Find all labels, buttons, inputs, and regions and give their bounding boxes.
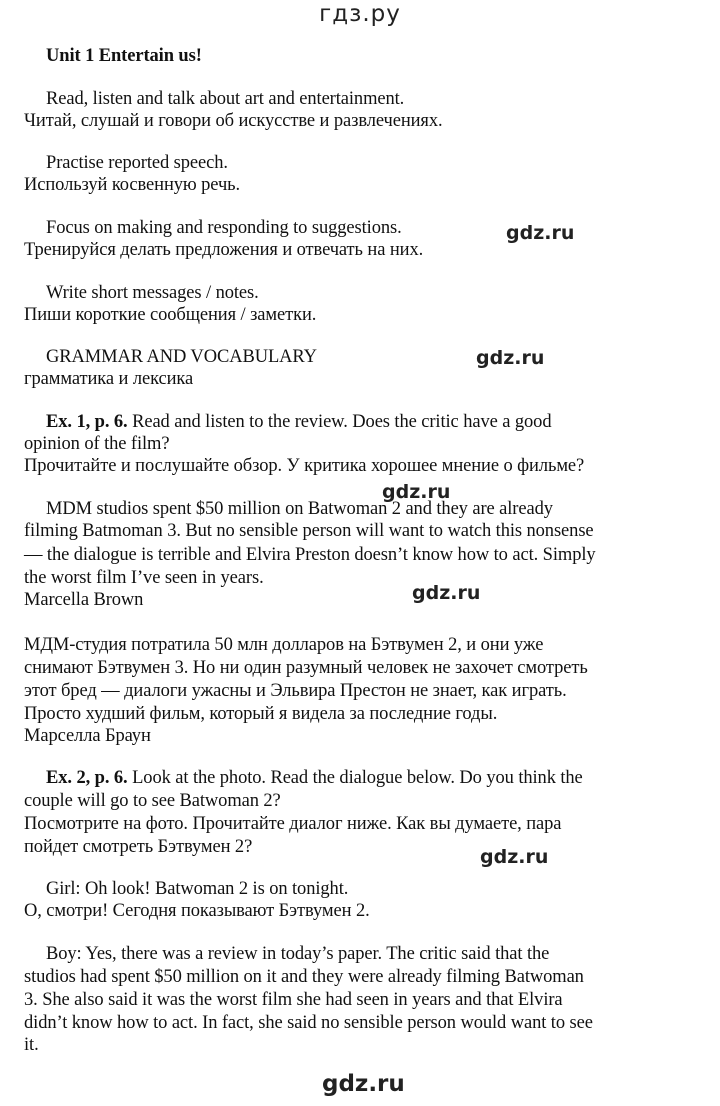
site-header: гдз.ру <box>319 1 401 27</box>
boy-line-en: Boy: Yes, there was a review in today’s paper. The critic said that the <box>46 944 550 964</box>
watermark: gdz.ru <box>506 222 575 244</box>
ex2-task-text: Look at the photo. Read the dialogue below. Do you think the <box>127 768 583 788</box>
ex2-task-ru-cont: пойдет смотреть Бэтвумен 2? <box>24 837 253 857</box>
ex2-task-ru: Посмотрите на фото. Прочитайте диалог ниже. Как вы думаете, пара <box>24 814 562 834</box>
ex1-task-ru: Прочитайте и послушайте обзор. У критика хорошее мнение о фильме? <box>24 456 585 476</box>
review-ru-line: Просто худший фильм, который я видела за последние годы. <box>24 704 498 724</box>
ex1-ref: Ex. 1, p. 6. <box>46 412 128 432</box>
review-ru-line: снимают Бэтвумен 3. Но ни один разумный человек не захочет смотреть <box>24 658 588 678</box>
review-en-line: filming Batmoman 3. But no sensible person will want to watch this nonsense <box>24 521 594 541</box>
ex2-task-en <box>46 767 583 789</box>
boy-line-en: didn’t know how to act. In fact, she said no sensible person would want to see <box>24 1013 593 1033</box>
girl-line-en: Girl: Oh look! Batwoman 2 is on tonight. <box>46 879 349 899</box>
review-author-ru: Марселла Браун <box>24 726 151 746</box>
unit-title: Unit 1 Entertain us! <box>46 46 202 66</box>
ex2-ref: Ex. 2, p. 6. <box>46 768 128 788</box>
watermark: gdz.ru <box>476 347 545 369</box>
boy-line-en: studios had spent $50 million on it and they were already filming Batwoman <box>24 967 584 987</box>
goal-en: Practise reported speech. <box>46 153 228 173</box>
watermark: gdz.ru <box>322 1071 405 1097</box>
review-ru-line: МДМ-студия потратила 50 млн долларов на Бэтвумен 2, и они уже <box>24 635 544 655</box>
ex1-task-en-cont: opinion of the film? <box>24 434 170 454</box>
boy-line-en: 3. She also said it was the worst film she had seen in years and that Elvira <box>24 990 563 1010</box>
goal-ru: Пиши короткие сообщения / заметки. <box>24 305 317 325</box>
boy-line-en: it. <box>24 1035 39 1055</box>
goal-en: Read, listen and talk about art and entertainment. <box>46 89 405 109</box>
ex2-task-en-cont: couple will go to see Batwoman 2? <box>24 791 281 811</box>
watermark: gdz.ru <box>480 846 549 868</box>
goal-ru: Читай, слушай и говори об искусстве и развлечениях. <box>24 111 443 131</box>
ex1-task-en <box>46 411 551 433</box>
section-heading-ru: грамматика и лексика <box>24 369 194 389</box>
review-author-en: Marcella Brown <box>24 590 144 610</box>
goal-ru: Используй косвенную речь. <box>24 175 241 195</box>
girl-line-ru: О, смотри! Сегодня показывают Бэтвумен 2. <box>24 901 370 921</box>
ex1-task-text: Read and listen to the review. Does the critic have a good <box>127 412 552 432</box>
review-en-line: MDM studios spent $50 million on Batwoman 2 and they are already <box>46 499 553 519</box>
goal-en: Write short messages / notes. <box>46 283 259 303</box>
watermark: gdz.ru <box>412 582 481 604</box>
goal-en: Focus on making and responding to suggestions. <box>46 218 402 238</box>
section-heading: GRAMMAR AND VOCABULARY <box>46 347 317 367</box>
watermark: gdz.ru <box>382 481 451 503</box>
review-ru-line: этот бред — диалоги ужасны и Эльвира Престон не знает, как играть. <box>24 681 567 701</box>
goal-ru: Тренируйся делать предложения и отвечать на них. <box>24 240 424 260</box>
review-en-line: the worst film I’ve seen in years. <box>24 568 264 588</box>
review-en-line: — the dialogue is terrible and Elvira Preston doesn’t know how to act. Simply <box>24 545 596 565</box>
